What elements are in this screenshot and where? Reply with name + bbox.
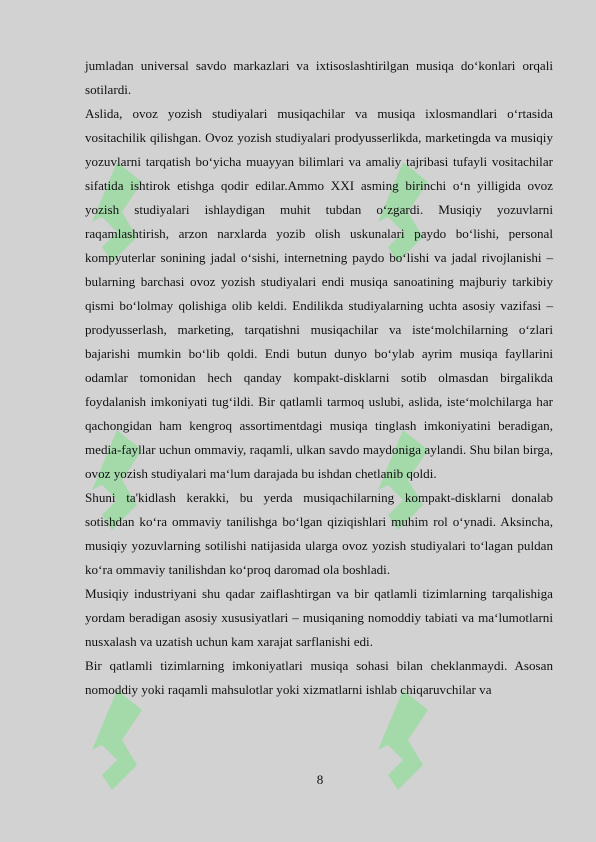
body-text	[85, 54, 553, 702]
paragraph: jumladan universal savdo markazlari va ixtisoslashtirilgan musiqa doʻkonlari orqali sotilardi.	[85, 58, 553, 97]
paragraph: Shuni ta'kidlash kerakki, bu yerda musiqachilarning kompakt-disklarni donalab sotishdan koʻra ommaviy tanilishga boʻlgan qiziqishlari muhim rol oʻynadi. Aksincha, musiqiy yozuvlarning sotilishi natijasida ularga ovoz yozish studiyalari toʻlagan puldan koʻra ommaviy tanilishdan koʻproq daromad ola boshladi.	[85, 490, 553, 577]
paragraph: Bir qatlamli tizimlarning imkoniyatlari musiqa sohasi bilan cheklanmaydi. Asosan nomoddiy yoki raqamli mahsulotlar yoki xizmatlarni ishlab chiqaruvchilar va	[85, 658, 553, 697]
page-number: 8	[316, 772, 324, 787]
paragraph: Musiqiy industriyani shu qadar zaiflashtirgan va bir qatlamli tizimlarning tarqalishiga yordam beradigan asosiy xususiyatlari – musiqaning nomoddiy tabiati va maʻlumotlarni nusxalash va uzatish uchun kam xarajat sarflanishi edi.	[85, 586, 553, 649]
paragraph: Aslida, ovoz yozish studiyalari musiqachilar va musiqa ixlosmandlari oʻrtasida vositachilik qilishgan. Ovoz yozish studiyalari prodyusserlikda, marketingda va musiqiy yozuvlarni tarqatish boʻyicha muayyan bilimlari va amaliy tajribasi tufayli vositachilar sifatida ishtirok etishga qodir edilar.Ammo XXI asming birinchi oʻn yilligida ovoz yozish studiyalari ishlaydigan muhit tubdan oʻzgardi. Musiqiy yozuvlarni raqamlashtirish, arzon narxlarda yozib olish uskunalari paydo boʻlishi, personal kompyuterlar sonining jadal oʻsishi, internetning paydo boʻlishi va jadal rivojlanishi – bularning barchasi ovoz yozish studiyalari endi musiqa sanoatining majburiy tarkibiy qismi boʻlolmay qolishiga olib keldi. Endilikda studiyalarning uchta asosiy vazifasi – prodyusserlash, marketing, tarqatishni musiqachilar va isteʻmolchilarning oʻzlari bajarishi mumkin boʻlib qoldi. Endi butun dunyo boʻylab ayrim musiqa fayllarini odamlar tomonidan hech qanday kompakt-disklarni sotib olmasdan birgalikda foydalanish imkoniyati tugʻildi. Bir qatlamli tarmoq uslubi, aslida, isteʻmolchilarga har qachongidan ham kengroq assortimentdagi musiqa tinglash imkoniyatini beradigan, media-fayllar uchun ommaviy, raqamli, ulkan savdo maydoniga aylandi. Shu bilan birga, ovoz yozish studiyalari maʻlum darajada bu ishdan chetlanib qoldi.	[85, 106, 553, 481]
